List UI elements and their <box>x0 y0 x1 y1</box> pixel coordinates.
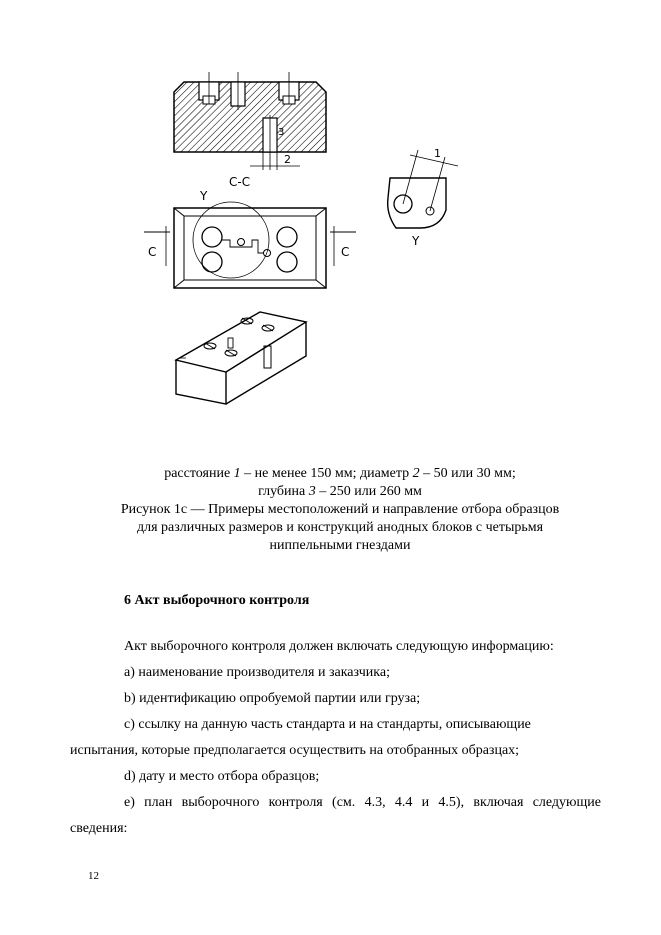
cut-label-right: C <box>341 245 350 259</box>
section-view <box>174 72 326 189</box>
detail-label: Y <box>412 234 420 248</box>
list-item-c-continued: испытания, которые предполагается осуществить на отобранных образцах; <box>70 743 520 758</box>
figure-caption-line-4: для различных размеров и конструкций анодных блоков с четырьмя <box>136 520 544 535</box>
section-heading: 6 Акт выборочного контроля <box>124 593 310 608</box>
list-item-e-continued: сведения: <box>70 821 128 836</box>
page-number: 12 <box>88 870 99 882</box>
list-item-d: d) дату и место отбора образцов; <box>124 769 320 784</box>
list-item-c: c) ссылку на данную часть стандарта и на стандарты, описывающие <box>124 717 531 732</box>
list-item-e: e) план выборочного контроля (см. 4.3, 4.4 и 4.5), включая следующие <box>124 795 601 810</box>
list-item-a: a) наименование производителя и заказчика; <box>124 665 390 680</box>
isometric-view <box>176 312 306 404</box>
figure-caption-title: Рисунок 1с — Примеры местоположений и направление отбора образцов <box>120 502 560 517</box>
dimension-3-label: 3 <box>278 127 285 138</box>
caption-line-2: глубина 3 – 250 или 260 мм <box>258 484 422 499</box>
intro-paragraph: Акт выборочного контроля должен включать следующую информацию: <box>124 639 554 654</box>
section-label: C-C <box>229 175 251 189</box>
dimension-1-label: 1 <box>434 147 441 160</box>
list-item-b: b) идентификацию опробуемой партии или груза; <box>124 691 421 706</box>
view-label: Y <box>200 189 208 203</box>
caption-line-1: расстояние 1 – не менее 150 мм; диаметр 2 – 50 или 30 мм; <box>164 466 516 481</box>
detail-view-y <box>388 147 458 248</box>
technical-drawing <box>0 0 661 460</box>
figure-caption-line-5: ниппельными гнездами <box>269 538 411 553</box>
cut-label-left: C <box>148 245 157 259</box>
dimension-2-label: 2 <box>284 153 291 166</box>
plan-view <box>144 189 356 288</box>
